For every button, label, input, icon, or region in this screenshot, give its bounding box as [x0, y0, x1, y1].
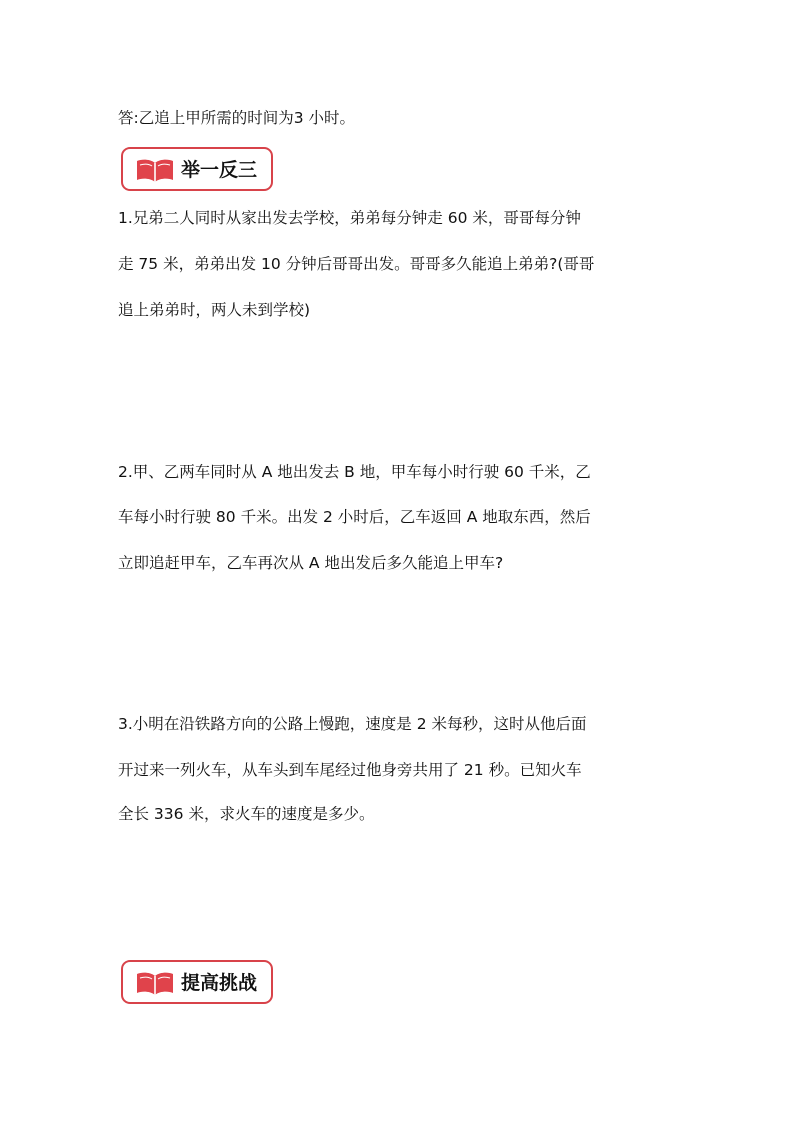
- problem-1-line-2: 走 75 米，弟弟出发 10 分钟后哥哥出发。哥哥多久能追上弟弟?(哥哥: [118, 255, 595, 273]
- section-title: 提高挑战: [181, 972, 258, 994]
- section-badge-practice: [121, 147, 273, 191]
- problem-2-line-3: 立即追赶甲车，乙车再次从 A 地出发后多久能追上甲车?: [118, 554, 504, 572]
- problem-3-line-3: 全长 336 米，求火车的速度是多少。: [118, 805, 375, 823]
- problem-3-line-2: 开过来一列火车，从车头到车尾经过他身旁共用了 21 秒。已知火车: [118, 761, 582, 779]
- section-title: 举一反三: [181, 159, 258, 181]
- section-badge-challenge: [121, 960, 273, 1004]
- problem-2-line-1: 2.甲、乙两车同时从 A 地出发去 B 地，甲车每小时行驶 60 千米，乙: [118, 463, 591, 481]
- problem-1-line-3: 追上弟弟时，两人未到学校): [118, 301, 311, 319]
- answer-line: 答:乙追上甲所需的时间为3 小时。: [118, 109, 356, 127]
- open-book-icon: [135, 158, 175, 184]
- problem-2-line-2: 车每小时行驶 80 千米。出发 2 小时后，乙车返回 A 地取东西，然后: [118, 508, 591, 526]
- problem-1-line-1: 1.兄弟二人同时从家出发去学校，弟弟每分钟走 60 米，哥哥每分钟: [118, 209, 581, 227]
- problem-3-line-1: 3.小明在沿铁路方向的公路上慢跑，速度是 2 米每秒，这时从他后面: [118, 715, 587, 733]
- open-book-icon: [135, 971, 175, 997]
